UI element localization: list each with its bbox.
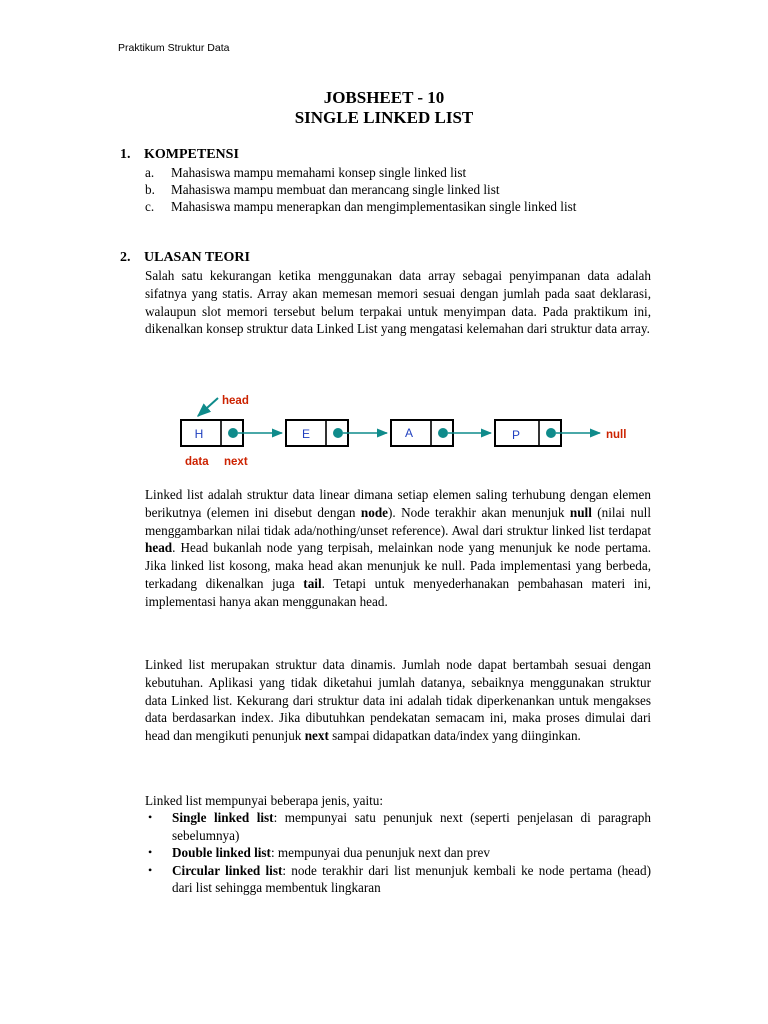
data-field-label: data [185,456,209,468]
types-intro-paragraph: Linked list mempunyai beberapa jenis, yaitu: [145,793,384,808]
list-item [145,844,651,862]
linked-list-diagram [176,388,656,472]
intro-paragraph: Salah satu kekurangan ketika menggunakan data array sebagai penyimpanan data adalah sifatnya yang statis. Array akan memesan memori sesuai dengan jumlah pada saat deklarasi, walaupun slot memori tersebut belum terpakai untuk menyimpan data. Pada praktikum ini, dikenalkan konsep struktur data Linked List yang mengatasi kelemahan dari struktur data array. [145,268,651,337]
bold-term: next [304,728,329,744]
head-pointer-arrow [198,398,218,416]
next-pointer-dot [546,428,556,438]
list-item-text: Mahasiswa mampu menerapkan dan mengimplementasikan single linked list [171,199,577,214]
linked-list-definition-paragraph [145,486,651,611]
linked-list-node [286,420,348,446]
section-ulasan-teori-heading [120,249,250,267]
list-item-text: Mahasiswa mampu memahami konsep single linked list [171,165,467,180]
list-item [145,181,651,198]
type-name: Circular linked list [172,862,283,878]
next-pointer-dot [333,428,343,438]
linked-list-node [181,420,243,446]
paragraph-text: (nilai null menggambarkan nilai tidak ada/nothing/unset reference). Awal dari struktur linked list terdapat [145,504,651,538]
bullet-icon: • [148,810,153,824]
competency-list [145,164,651,215]
section-title: KOMPETENSI [144,147,239,162]
paragraph-text: Linked list merupakan struktur data dinamis. Jumlah node dapat bertambah sesuai dengan kebutuhan. Aplikasi yang tidak diketahui jumlah datanya, sebaiknya menggunakan struktur data Linked list. Kekurang dari struktur data ini adalah tidak diperkenankan untuk mengakses data berdasarkan index. Jika dibutuhkan pendekatan semacam ini, maka proses dimulai dari head dan mengikuti penunjuk [145,657,651,744]
section-number: 2. [120,250,131,265]
list-item [145,862,651,897]
bold-term: head [145,540,173,556]
section-kompetensi-heading [120,146,239,164]
null-label: null [606,429,627,441]
list-item [145,198,651,215]
paragraph-text: Linked list adalah struktur data linear dimana setiap elemen saling terhubung dengan elemen berikutnya (elemen ini disebut dengan [145,487,651,520]
node-value: P [511,428,521,442]
list-item-label: c. [145,199,155,214]
paragraph-text: ). Node terakhir akan menunjuk [388,504,570,520]
section-number: 1. [120,147,131,162]
jobsheet-subtitle: SINGLE LINKED LIST [294,108,474,127]
list-item-text: Mahasiswa mampu membuat dan merancang single linked list [171,182,500,197]
paragraph-text: . Head bukanlah node yang terpisah, melainkan node yang menunjuk ke node pertama. Jika linked list kosong, maka head akan menunjuk ke null. Pada implementasi yang berbeda, terkadang dikenalkan juga [145,540,651,591]
node-value: E [301,427,311,441]
running-header: Praktikum Struktur Data [118,42,230,54]
bold-term: null [569,504,592,520]
paragraph-text: . Tetapi untuk menyederhanakan pembahasan materi ini, implementasi hanya akan menggunakan head. [145,575,651,609]
next-pointer-dot [228,428,238,438]
linked-list-node [495,420,561,446]
linked-list-types-list [145,809,651,897]
type-description: : mempunyai dua penunjuk next dan prev [270,845,490,861]
type-name: Single linked list [172,810,274,825]
jobsheet-title: JOBSHEET - 10 [323,88,445,107]
type-name: Double linked list [172,845,271,861]
bullet-icon: • [148,862,153,877]
bold-term: node [360,504,389,520]
bold-term: tail [303,575,322,591]
paragraph-text: sampai didapatkan data/index yang diinginkan. [328,728,581,744]
head-label: head [222,395,249,407]
dynamic-structure-paragraph [145,656,651,745]
section-title: ULASAN TEORI [144,250,250,265]
node-value: A [404,426,414,440]
type-description: : mempunyai satu penunjuk next (seperti penjelasan di paragraph sebelumnya) [172,810,651,843]
list-item-label: b. [145,182,155,197]
list-item [145,164,651,181]
node-value: H [194,427,204,441]
bullet-icon: • [148,845,153,860]
list-item-label: a. [145,165,155,180]
next-pointer-dot [438,428,448,438]
linked-list-node [391,420,453,446]
list-item [145,809,651,844]
next-field-label: next [224,456,248,468]
type-description: : node terakhir dari list menunjuk kembali ke node pertama (head) dari list sehingga membentuk lingkaran [172,862,651,896]
